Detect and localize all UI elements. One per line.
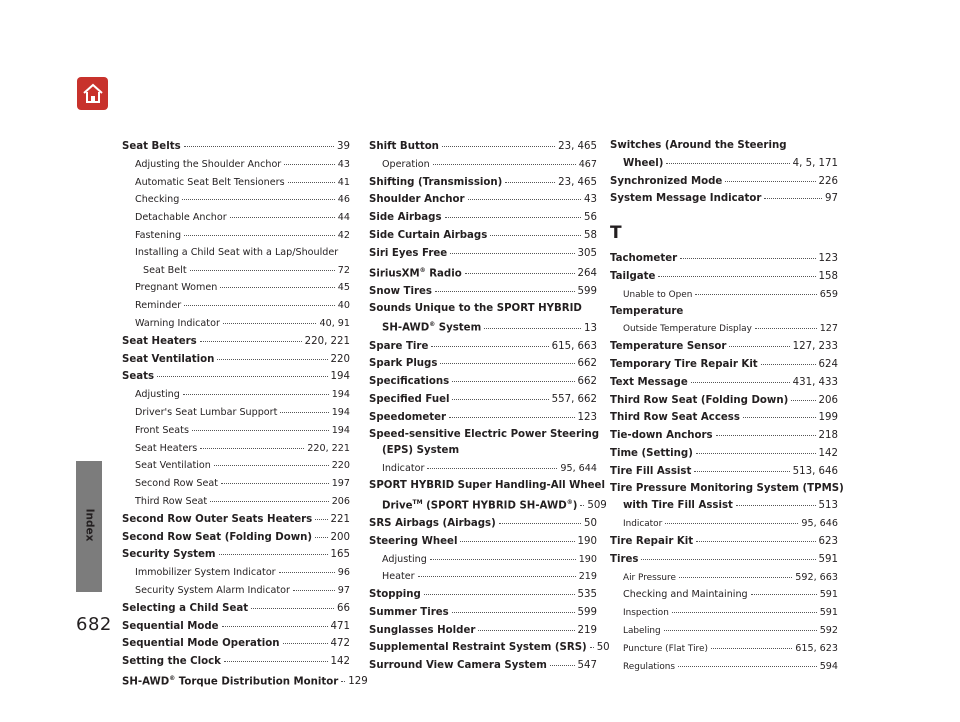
index-entry[interactable]: Third Row Seat Access 199: [610, 409, 838, 427]
index-entry[interactable]: Sequential Mode 471: [122, 618, 350, 636]
index-subentry[interactable]: Heater 219: [369, 568, 597, 586]
index-entry[interactable]: Spark Plugs 662: [369, 355, 597, 373]
index-subentry[interactable]: Puncture (Flat Tire) 615, 623: [610, 640, 838, 658]
index-subentry[interactable]: Labeling 592: [610, 622, 838, 640]
index-subentry[interactable]: Air Pressure 592, 663: [610, 569, 838, 587]
index-entry[interactable]: Security System 165: [122, 546, 350, 564]
index-column-3: [610, 138, 844, 675]
index-entry[interactable]: Temperature Sensor 127, 233: [610, 338, 838, 356]
index-entry[interactable]: Text Message 431, 433: [610, 374, 838, 392]
index-subentry[interactable]: Unable to Open 659: [610, 286, 838, 304]
index-entry-line[interactable]: Sounds Unique to the SPORT HYBRID: [369, 302, 582, 314]
index-entry[interactable]: Seat Belts 39: [122, 138, 350, 156]
index-entry[interactable]: Tire Repair Kit 623: [610, 533, 838, 551]
index-entry[interactable]: Tire Fill Assist 513, 646: [610, 463, 838, 481]
index-entry[interactable]: Supplemental Restraint System (SRS) 50: [369, 639, 597, 657]
index-side-tab-label-wrap: [76, 450, 102, 600]
index-side-tab-label: Index: [83, 508, 96, 542]
index-entry[interactable]: Seat Ventilation 220: [122, 351, 350, 369]
index-entry[interactable]: Tires 591: [610, 551, 838, 569]
index-subentry[interactable]: Pregnant Women 45: [122, 279, 350, 297]
index-subentry[interactable]: Seat Heaters 220, 221: [122, 440, 350, 458]
home-icon: [81, 82, 105, 106]
index-entry[interactable]: SH-AWD® Torque Distribution Monitor 129: [122, 671, 350, 691]
index-entry[interactable]: Side Curtain Airbags 58: [369, 227, 597, 245]
index-entry[interactable]: Shoulder Anchor 43: [369, 191, 597, 209]
page-number: 682: [76, 614, 112, 635]
index-entry[interactable]: Setting the Clock 142: [122, 653, 350, 671]
index-subentry-line[interactable]: Installing a Child Seat with a Lap/Shoulder: [135, 246, 339, 258]
index-entry[interactable]: SiriusXM® Radio 264: [369, 263, 597, 283]
index-entry[interactable]: Second Row Outer Seats Heaters 221: [122, 511, 350, 529]
index-column-1: [122, 138, 368, 691]
index-entry[interactable]: System Message Indicator 97: [610, 190, 838, 208]
index-entry-line[interactable]: Switches (Around the Steering: [610, 140, 787, 151]
index-subentry[interactable]: Adjusting 194: [122, 386, 350, 404]
index-entry[interactable]: Spare Tire 615, 663: [369, 338, 597, 356]
index-entry-line[interactable]: Speed-sensitive Electric Power Steering: [369, 428, 600, 440]
index-entry[interactable]: Shift Button 23, 465: [369, 138, 597, 156]
index-subentry[interactable]: Checking and Maintaining 591: [610, 586, 838, 604]
index-entry[interactable]: Steering Wheel 190: [369, 533, 597, 551]
index-subentry[interactable]: Regulations 594: [610, 658, 838, 676]
index-subentry[interactable]: Warning Indicator 40, 91: [122, 315, 350, 333]
index-entry[interactable]: Siri Eyes Free 305: [369, 245, 597, 263]
index-entry[interactable]: Time (Setting) 142: [610, 445, 838, 463]
index-entry[interactable]: Tachometer 123: [610, 250, 838, 268]
index-entry[interactable]: Summer Tires 599: [369, 604, 597, 622]
index-entry[interactable]: Temporary Tire Repair Kit 624: [610, 356, 838, 374]
index-subentry[interactable]: Checking 46: [122, 191, 350, 209]
index-entry[interactable]: Tailgate 158: [610, 268, 838, 286]
index-subentry[interactable]: Inspection 591: [610, 604, 838, 622]
index-subentry[interactable]: Reminder 40: [122, 297, 350, 315]
index-entry[interactable]: Seat Heaters 220, 221: [122, 333, 350, 351]
home-button[interactable]: [77, 77, 108, 110]
index-subentry[interactable]: Third Row Seat 206: [122, 493, 350, 511]
index-subentry[interactable]: Seat Belt 72: [122, 262, 350, 280]
index-subentry[interactable]: Adjusting the Shoulder Anchor 43: [122, 156, 350, 174]
index-subentry[interactable]: Security System Alarm Indicator 97: [122, 582, 350, 600]
index-entry[interactable]: Stopping 535: [369, 586, 597, 604]
index-subentry[interactable]: Front Seats 194: [122, 422, 350, 440]
index-subentry[interactable]: Second Row Seat 197: [122, 475, 350, 493]
index-entry[interactable]: Sequential Mode Operation 472: [122, 635, 350, 653]
index-entry-line[interactable]: Tire Pressure Monitoring System (TPMS): [610, 482, 844, 494]
index-subentry[interactable]: Adjusting 190: [369, 551, 597, 569]
index-entry[interactable]: Speedometer 123: [369, 409, 597, 427]
index-subentry[interactable]: Fastening 42: [122, 227, 350, 245]
index-entry[interactable]: Tie-down Anchors 218: [610, 427, 838, 445]
index-subentry[interactable]: Detachable Anchor 44: [122, 209, 350, 227]
index-subentry[interactable]: Indicator 95, 644: [369, 460, 597, 478]
index-entry[interactable]: SRS Airbags (Airbags) 50: [369, 515, 597, 533]
index-entry[interactable]: Side Airbags 56: [369, 209, 597, 227]
index-entry[interactable]: Synchronized Mode 226: [610, 173, 838, 191]
section-letter: T: [610, 223, 622, 244]
index-subentry[interactable]: Immobilizer System Indicator 96: [122, 564, 350, 582]
index-subentry[interactable]: Seat Ventilation 220: [122, 457, 350, 475]
index-subentry[interactable]: Indicator 95, 646: [610, 515, 838, 533]
index-entry[interactable]: with Tire Fill Assist 513: [610, 497, 838, 515]
index-entry[interactable]: Specified Fuel 557, 662: [369, 391, 597, 409]
index-entry[interactable]: Second Row Seat (Folding Down) 200: [122, 529, 350, 547]
index-entry[interactable]: Wheel) 4, 5, 171: [610, 155, 838, 173]
index-entry-line[interactable]: SPORT HYBRID Super Handling-All Wheel: [369, 479, 605, 491]
index-entry[interactable]: Sunglasses Holder 219: [369, 622, 597, 640]
index-entry[interactable]: Selecting a Child Seat 66: [122, 600, 350, 618]
index-column-2: [369, 138, 610, 675]
index-entry[interactable]: Shifting (Transmission) 23, 465: [369, 174, 597, 192]
index-entry-line[interactable]: Temperature: [610, 305, 684, 317]
index-entry[interactable]: Drive™ (SPORT HYBRID SH-AWD®) 509: [369, 495, 597, 515]
index-entry[interactable]: SH-AWD® System 13: [369, 317, 597, 337]
index-entry[interactable]: Third Row Seat (Folding Down) 206: [610, 392, 838, 410]
index-entry-line[interactable]: (EPS) System: [382, 445, 460, 457]
index-entry[interactable]: Surround View Camera System 547: [369, 657, 597, 675]
index-entry[interactable]: Seats 194: [122, 368, 350, 386]
index-entry[interactable]: Snow Tires 599: [369, 283, 597, 301]
index-subentry[interactable]: Operation 467: [369, 156, 597, 174]
index-entry[interactable]: Specifications 662: [369, 373, 597, 391]
index-subentry[interactable]: Automatic Seat Belt Tensioners 41: [122, 174, 350, 192]
index-subentry[interactable]: Driver's Seat Lumbar Support 194: [122, 404, 350, 422]
index-subentry[interactable]: Outside Temperature Display 127: [610, 320, 838, 338]
